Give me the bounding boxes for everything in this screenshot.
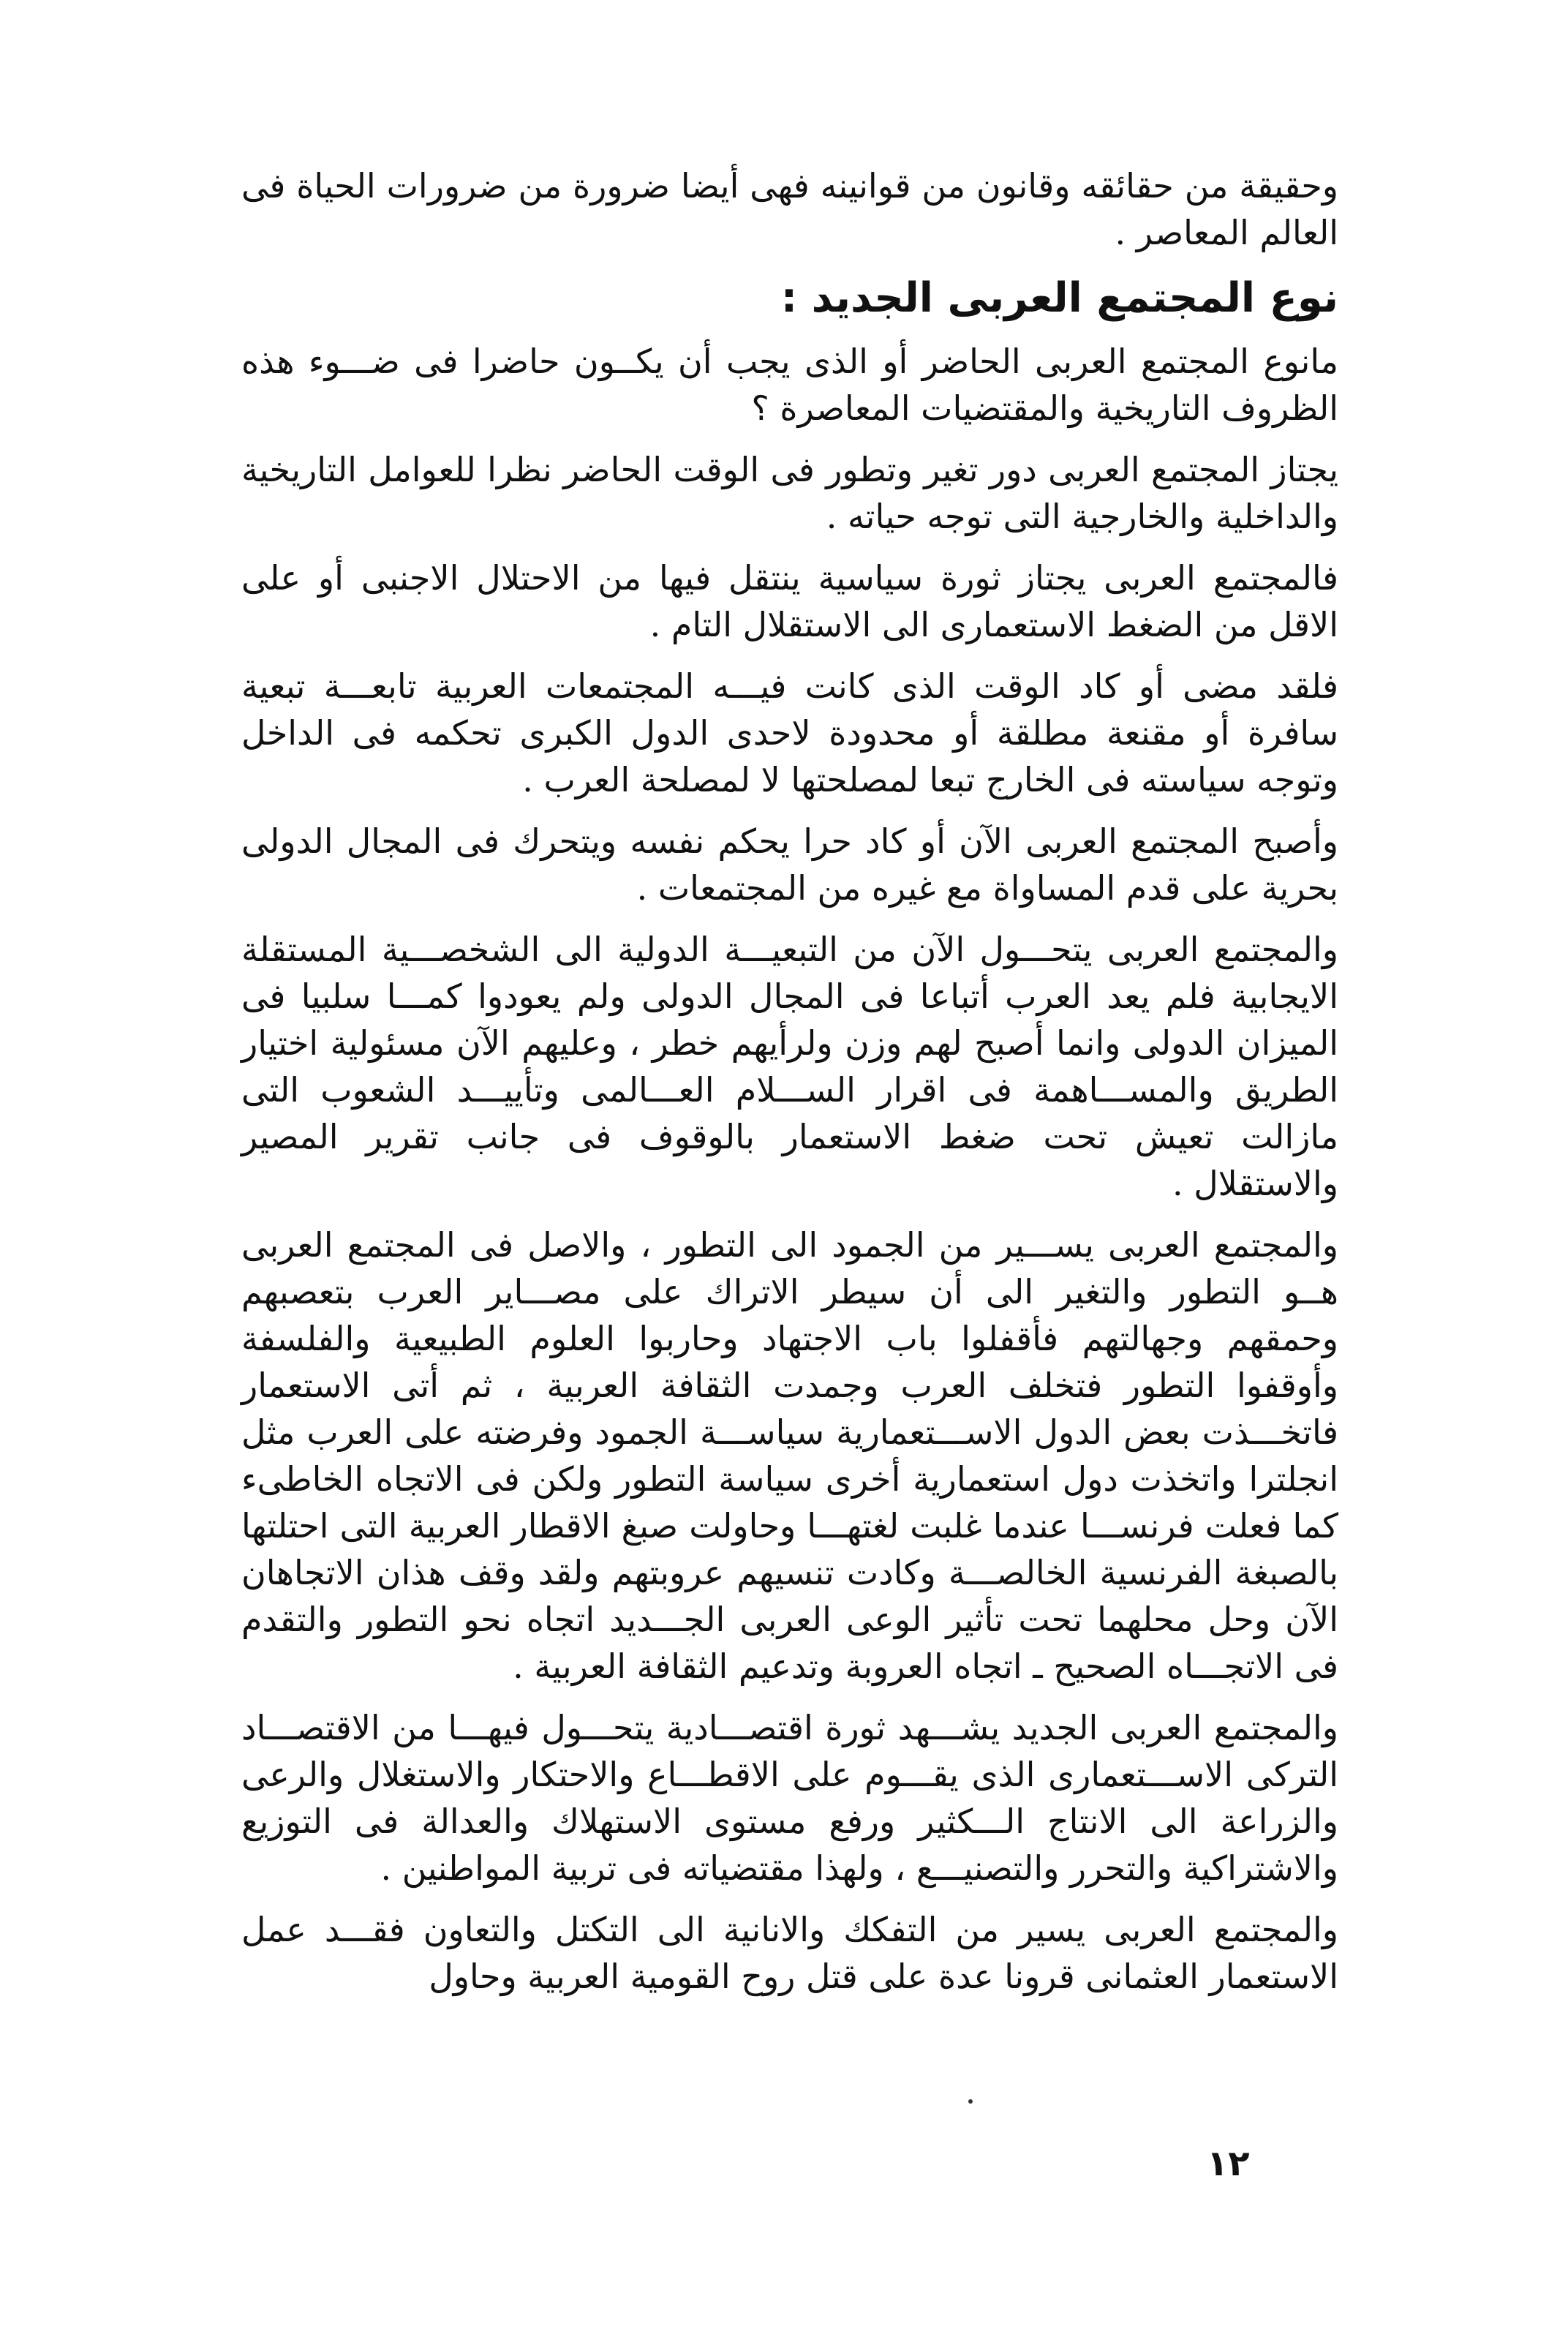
paragraph-6: والمجتمع العربى يتحـــول الآن من التبعيـــة الدولية الى الشخصـــية المستقلة الايجابية فلم يعد العرب أتباعا فى المجال الدولى ولم يعودوا كمـــا سلبيا فى الميزان الدولى وانما أصبح لهم وزن ولرأيهم خطر ، وعليهم الآن مسئولية اختيار الطريق والمســـاهمة فى اقرار الســـلام العـــالمى وتأييـــد الشعوب التى مازالت تعيش تحت ضغط الاستعمار بالوقوف فى جانب تقرير المصير والاستقلال . <box>241 930 1339 1203</box>
page-number: ١٢ <box>1207 2143 1250 2184</box>
print-speck <box>968 2099 973 2104</box>
paragraph-3: فالمجتمع العربى يجتاز ثورة سياسية ينتقل فيها من الاحتلال الاجنبى أو على الاقل من الضغط الاستعمارى الى الاستقلال التام . <box>241 558 1338 644</box>
paragraph-4: فلقد مضى أو كاد الوقت الذى كانت فيـــه المجتمعات العربية تابعـــة تبعية سافرة أو مقنعة مطلقة أو محدودة لاحدى الدول الكبرى تحكمه فى الداخل وتوجه سياسته فى الخارج تبعا لمصلحتها لا لمصلحة العرب . <box>241 666 1338 799</box>
body-text <box>241 162 1338 2014</box>
paragraph-5: وأصبح المجتمع العربى الآن أو كاد حرا يحكم نفسه ويتحرك فى المجال الدولى بحرية على قدم المساواة مع غيره من المجتمعات . <box>241 821 1338 908</box>
section-heading: نوع المجتمع العربى الجديد : <box>780 274 1338 322</box>
paragraph-2: يجتاز المجتمع العربى دور تغير وتطور فى الوقت الحاضر نظرا للعوامل التاريخية والداخلية والخارجية التى توجه حياته . <box>241 450 1338 536</box>
paragraph-9: والمجتمع العربى يسير من التفكك والانانية الى التكتل والتعاون فقـــد عمل الاستعمار العثمانى قرونا عدة على قتل روح القومية العربية وحاول <box>241 1910 1338 1996</box>
paragraph-8: والمجتمع العربى الجديد يشـــهد ثورة اقتصـــادية يتحـــول فيهـــا من الاقتصـــاد التركى الاســـتعمارى الذى يقـــوم على الاقطـــاع والاحتكار والاستغلال والرعى والزراعة الى الانتاج الـــكثير ورفع مستوى الاستهلاك والعدالة فى التوزيع والاشتراكية والتحرر والتصنيـــع ، ولهذا مقتضياته فى تربية المواطنين . <box>241 1708 1338 1888</box>
paragraph-7: والمجتمع العربى يســـير من الجمود الى التطور ، والاصل فى المجتمع العربى هــو التطور والتغير الى أن سيطر الاتراك على مصـــاير العرب بتعصبهم وحمقهم وجهالتهم فأقفلوا باب الاجتهاد وحاربوا العلوم الطبيعية والفلسفة وأوقفوا التطور فتخلف العرب وجمدت الثقافة العربية ، ثم أتى الاستعمار فاتخـــذت بعض الدول الاســـتعمارية سياســـة الجمود وفرضته على العرب مثل انجلترا واتخذت دول استعمارية أخرى سياسة التطور ولكن فى الاتجاه الخاطىء كما فعلت فرنســـا عندما غلبت لغتهـــا وحاولت صبغ الاقطار العربية التى احتلتها بالصبغة الفرنسية الخالصـــة وكادت تنسيهم عروبتهم ولقد وقف هذان الاتجاهان الآن وحل محلهما تحت تأثير الوعى العربى الجـــديد اتجاه نحو التطور والتقدم فى الاتجـــاه الصحيح ـ اتجاه العروبة وتدعيم الثقافة العربية . <box>241 1225 1338 1686</box>
paragraph-1: مانوع المجتمع العربى الحاضر أو الذى يجب أن يكــون حاضرا فى ضـــوء هذه الظروف التاريخية والمقتضيات المعاصرة ؟ <box>241 342 1338 428</box>
paragraph-continuation: وحقيقة من حقائقه وقانون من قوانينه فهى أيضا ضرورة من ضرورات الحياة فى العالم المعاصر . <box>241 166 1338 252</box>
